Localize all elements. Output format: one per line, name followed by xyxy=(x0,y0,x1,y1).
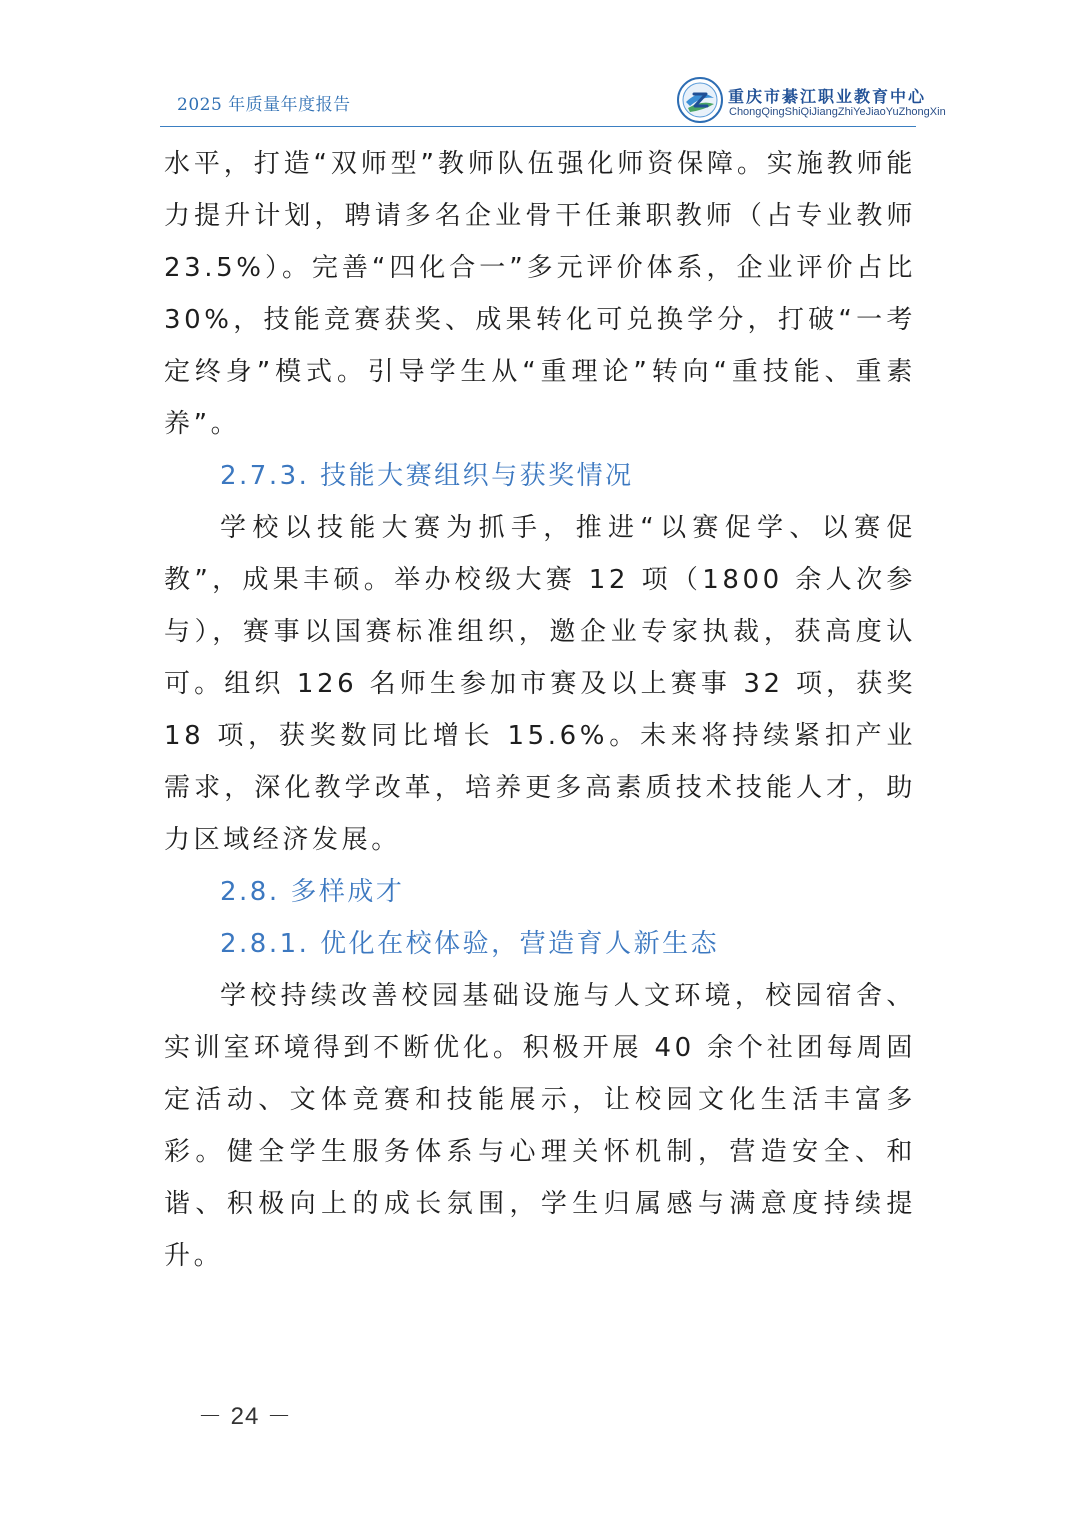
paragraph-skills-competition: 学校以技能大赛为抓手，推进“以赛促学、以赛促教”，成果丰硕。举办校级大赛 12 项（1800 余人次参与），赛事以国赛标准组织，邀企业专家执裁，获高度认可。组织 126 名师生参加市赛及以上赛事 32 项，获奖 18 项，获奖数同比增长 15.6%。未来将持续紧扣产业需求，深化教学改革，培养更多高素质技术技能人才，助力区域经济发展。 xyxy=(164,513,916,855)
heading-2-8-1: 2.8.1. 优化在校体验，营造育人新生态 xyxy=(220,929,720,959)
heading-2-8: 2.8. 多样成才 xyxy=(220,877,405,907)
organization-name: 重庆市綦江职业教育中心 xyxy=(728,87,927,106)
report-title: 2025 年质量年度报告 xyxy=(177,95,351,115)
school-emblem-icon xyxy=(676,76,724,124)
header-divider xyxy=(160,126,916,127)
paragraph-campus-experience: 学校持续改善校园基础设施与人文环境，校园宿舍、实训室环境得到不断优化。积极开展 40 余个社团每周固定活动、文体竞赛和技能展示，让校园文化生活丰富多彩。健全学生服务体系与心理关怀机制，营造安全、和谐、积极向上的成长氛围，学生归属感与满意度持续提升。 xyxy=(164,981,916,1271)
organization-pinyin: ChongQingShiQiJiangZhiYeJiaoYuZhongXin xyxy=(729,106,946,118)
paragraph-teacher-evaluation: 水平，打造“双师型”教师队伍强化师资保障。实施教师能力提升计划，聘请多名企业骨干任兼职教师（占专业教师 23.5%）。完善“四化合一”多元评价体系，企业评价占比 30%，技能竞赛获奖、成果转化可兑换学分，打破“一考定终身”模式。引导学生从“重理论”转向“重技能、重素养”。 xyxy=(164,149,916,439)
document-body xyxy=(164,138,916,1282)
page-number: － 24 － xyxy=(198,1403,293,1430)
heading-2-7-3: 2.7.3. 技能大赛组织与获奖情况 xyxy=(220,461,634,491)
